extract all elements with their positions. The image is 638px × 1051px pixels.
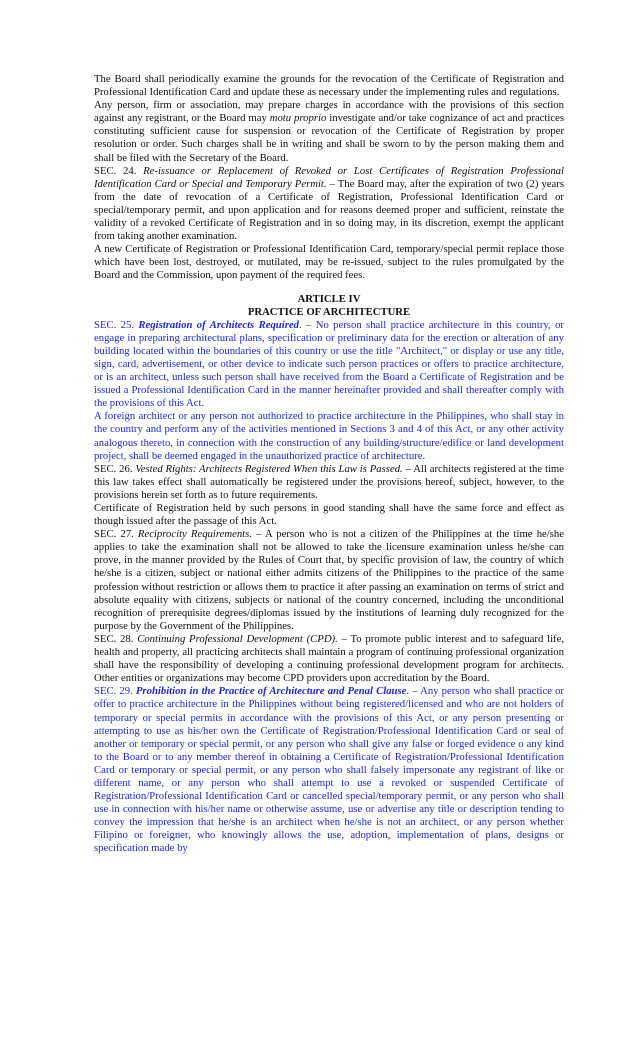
section-body: – The Board may, after the expiration of two (2) years from the date of revocation of a Certificate of Registration, Professional Identification Card or special/temporary permit, and upon application and for reasons deemed proper and sufficient, reinstate the validity of a revoked Certificate of Registration and in so doing may, in its discretion, exempt the applicant from taking another examination. (94, 177, 564, 243)
section-25 (94, 319, 564, 411)
section-29 (94, 685, 564, 855)
paragraph-text: A new Certificate of Registration or Professional Identification Card, temporary/special permit replace those which have been lost, destroyed, or mutilated, may be re-issued, subject to the rules promulgated by the Board and the Commission, upon payment of the required fees. (94, 243, 564, 282)
section-body: . – A person who is not a citizen of the Philippines at the time he/she applies to take the examination shall not be allowed to take the licensure examination unless he/she can prove, in the manner provided by the Rules of Court that, by specific provision of law, the country of which he/she is a citizen, subject or national either admits citizens of the Philippines to the practice of the same profession without restriction or allows them to practice it after passing an examination on terms of strict and absolute equality with citizens, subjects or national of the country concerned, including the unconditional recognition of prerequisite degrees/diplomas issued by the institutions of learning duly recognized for the purpose by the Government of the Philippines. (94, 528, 564, 632)
section-title: Reciprocity Requirements (137, 528, 250, 541)
section-number: SEC. 24. (94, 164, 144, 177)
paragraph-board-review (94, 73, 564, 99)
section-title: Prohibition in the Practice of Architecture and Penal Clause (135, 685, 407, 698)
section-title: Re-issuance or Replacement of Revoked or Lost Certificates of Registration Professional Identification Card or Special and Temporary Permit. (94, 164, 564, 190)
article-number: ARTICLE IV (297, 292, 361, 305)
section-title: Registration of Architects Required (138, 318, 299, 331)
section-number: SEC. 27. (94, 528, 138, 541)
paragraph-text: The Board shall periodically examine the grounds for the revocation of the Certificate of Registration and Professional Identification Card and update these as necessary under the implementing rules and regulations. (94, 73, 564, 99)
section-body: – All architects registered at the time this law takes effect shall automatically be registered under the provisions hereof, subject, however, to the provisions herein set forth as to future requirements. (94, 462, 564, 501)
section-title: Continuing Professional Development (CPD). (137, 632, 338, 645)
paragraph-text: Any person, firm or association, may prepare charges in accordance with the provisions of this section against any registrant, or the Board may (94, 99, 564, 125)
article-title: PRACTICE OF ARCHITECTURE (247, 305, 411, 318)
section-body: . – No person shall practice architecture in this country, or engage in preparing architectural plans, specification or preliminary data for the erection or alteration of any building located within the boundaries of this country or use the title "Architect," or display or use any title, sign, card, advertisement, or other device to indicate such person practices or offers to practice architecture, or is an architect, unless such person shall have received from the Board a Certificate of Registration and be issued a Professional Identification Card in the manner hereinafter provided and shall thereafter comply with the provisions of this Act. (94, 318, 564, 410)
section-number: SEC. 25. (94, 318, 139, 331)
section-27 (94, 528, 564, 633)
paragraph-text: Certificate of Registration held by such persons in good standing shall have the same force and effect as though issued after the passage of this Act. (94, 502, 564, 528)
section-28 (94, 633, 564, 685)
paragraph-charges (94, 99, 564, 164)
section-body: – To promote public interest and to safeguard life, health and property, all practicing architects shall maintain a program of continuing professional organization shall have the responsibility of developing a continuing professional development program for architects. Other entities or organizations may become CPD providers upon accreditation by the Board. (94, 632, 565, 685)
paragraph-text: investigate and/or take cognizance of act and practices constituting sufficient cause for suspension or revocation of the Certificate of Registration by proper resolution or order. Such charges shall be in writing and shall be sworn to by the person making them and shall be filed with the Secretary of the Board. (94, 112, 565, 164)
section-number: SEC. 28. (94, 632, 138, 645)
italic-phrase: motu proprio (269, 112, 327, 125)
section-number: SEC. 29. (94, 685, 136, 698)
section-number: SEC. 26. (94, 462, 136, 475)
section-title: Vested Rights: Architects Registered When this Law is Passed. (135, 462, 403, 475)
section-26 (94, 463, 564, 502)
section-body: . – Any person who shall practice or offer to practice architecture in the Philippines without being registered/licensed and who are not holders of temporary or special permits in accordance with the provisions of this Act, or any person presenting or attempting to use as his/her own the Certificate of Registration/Professional Identification Card or seal of another or temporary or special permit, or any person who shall give any false or forged evidence o any kind to the Board or to any member thereof in obtaining a Certificate of Registration/Professional Identification Card or temporary or special permit, or any person who shall falsely impersonate any registrant of like or different name, or any person who shall attempt to use a revoked or suspended Certificate of Registration/Professional Identification Card or cancelled special/temporary permit, or any person who shall use in connection with his/her name or otherwise assume, use or advertise any title or description tending to convey the impression that he/she is an architect when he/she is not an architect, or any person whether Filipino or foreigner, who knowingly allows the use, adoption, implementation of plans, designs or specification made by (94, 685, 564, 855)
section-26-certificate (94, 502, 564, 528)
section-25-foreign-architect (94, 410, 564, 462)
document-page (94, 73, 564, 856)
paragraph-reissue (94, 243, 564, 282)
paragraph-text: A foreign architect or any person not authorized to practice architecture in the Philippines, who shall stay in the country and perform any of the activities mentioned in Sections 3 and 4 of this Act, or any other activity analogous thereto, in connection with the construction of any building/structure/edifice or land development project, shall be deemed engaged in the unauthorized practice of architecture. (94, 410, 564, 462)
spacer (94, 283, 564, 293)
section-24 (94, 165, 564, 244)
